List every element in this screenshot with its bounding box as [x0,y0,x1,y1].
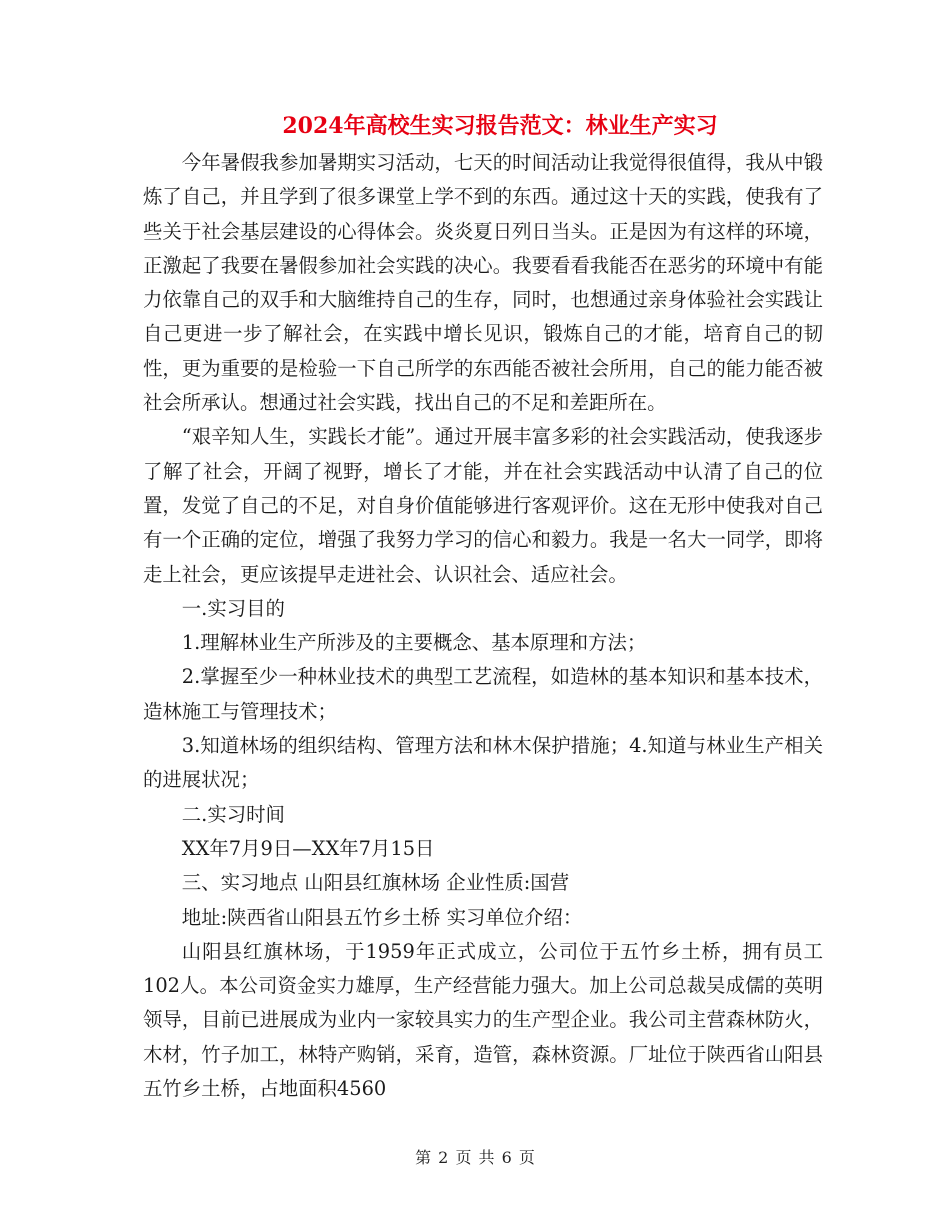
purpose-item-1: 1.理解林业生产所涉及的主要概念、基本原理和方法； [181,631,647,655]
paragraph-company-intro: 山阳县红旗林场，于1959年正式成立，公司位于五竹乡土桥，拥有员工102人。本公司资金实力雄厚，生产经营能力强大。加上公司总裁吴成儒的英明领导，目前已进展成为业内一家较具实力的生产型企业。我公司主营森林防火，木材，竹子加工，林特产购销，采育，造管，森林资源。厂址位于陕西省山阳县五竹乡土桥，占地面积4560 [143,939,823,1101]
section-heading-purpose: 一.实习目的 [181,596,285,620]
address-line: 地址:陕西省山阳县五竹乡土桥 实习单位介绍： [181,905,583,929]
purpose-item-3-4: 3.知道林场的组织结构、管理方法和林木保护措施；4.知道与林业生产相关的进展状况； [143,734,823,792]
paragraph-intro: 今年暑假我参加暑期实习活动，七天的时间活动让我觉得很值得，我从中锻炼了自己，并且学到了很多课堂上学不到的东西。通过这十天的实践，使我有了些关于社会基层建设的心得体会。炎炎夏日列日当头。正是因为有这样的环境，正激起了我要在暑假参加社会实践的决心。我要看看我能否在恶劣的环境中有能力依靠自己的双手和大脑维持自己的生存，同时，也想通过亲身体验社会实践让自己更进一步了解社会，在实践中增长见识，锻炼自己的才能，培育自己的韧性，更为重要的是检验一下自己所学的东西能否被社会所用，自己的能力能否被社会所承认。想通过社会实践，找出自己的不足和差距所在。 [143,151,823,415]
document-title: 2024年高校生实习报告范文：林业生产实习 [282,113,718,139]
paragraph-hardship: “艰辛知人生，实践长才能”。通过开展丰富多彩的社会实践活动，使我逐步了解了社会，开阔了视野，增长了才能，并在社会实践活动中认清了自己的位置，发觉了自己的不足，对自身价值能够进行客观评价。这在无形中使我对自己有一个正确的定位，增强了我努力学习的信心和毅力。我是一名大一同学，即将走上社会，更应该提早走进社会、认识社会、适应社会。 [143,425,823,586]
section-heading-location: 三、实习地点 山阳县红旗林场 企业性质:国营 [181,871,570,895]
internship-dates: XX年7月9日—XX年7月15日 [181,836,435,860]
page-footer: 第 2 页 共 6 页 [415,1148,535,1167]
section-heading-time: 二.实习时间 [181,802,285,826]
document-body [143,146,823,1106]
purpose-item-2: 2.掌握至少一种林业技术的典型工艺流程，如造林的基本知识和基本技术，造林施工与管理技术； [143,665,823,723]
